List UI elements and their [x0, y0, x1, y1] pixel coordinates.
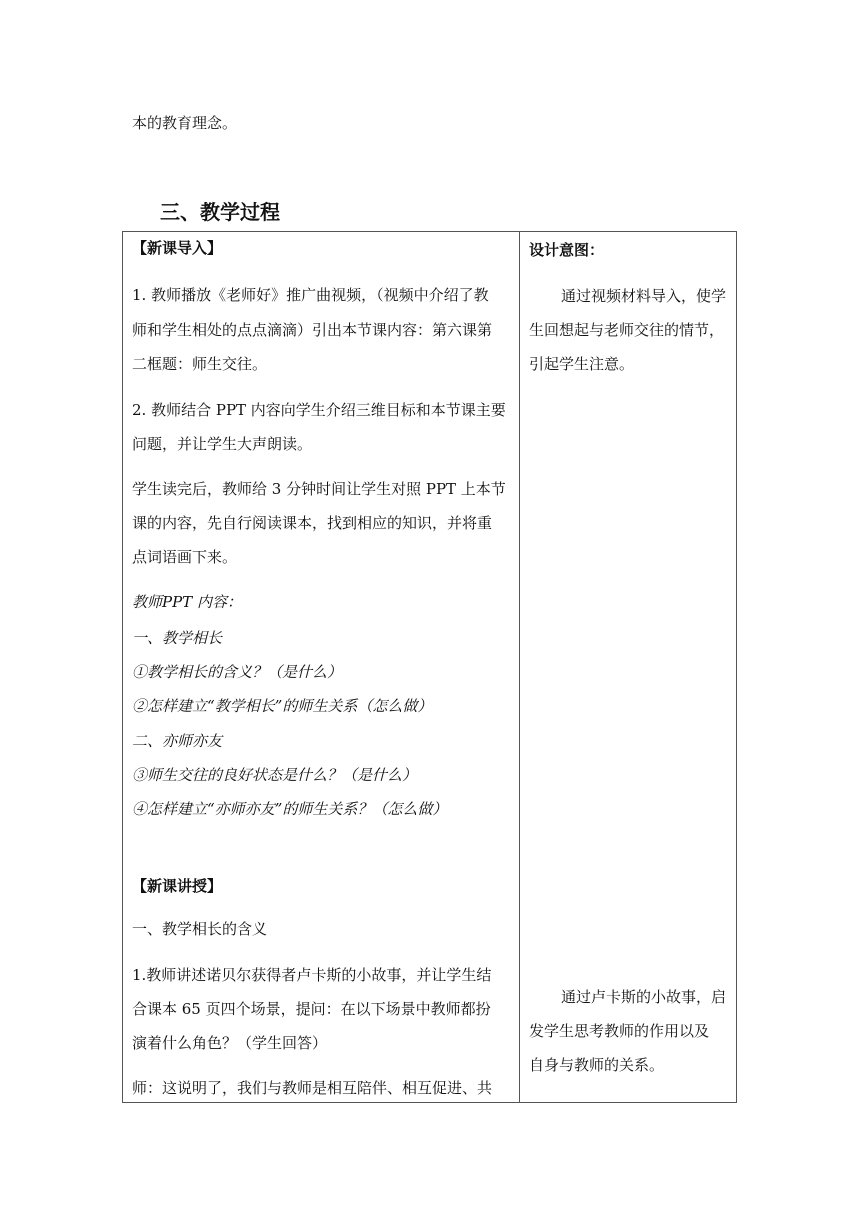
design-intent-text: 生回想起与老师交往的情节，: [529, 321, 725, 339]
text-line: 问题，并让学生大声朗读。: [132, 435, 313, 453]
text-line: 点词语画下来。: [132, 548, 238, 566]
text-line: 课的内容，先自行阅读课本，找到相应的知识，并将重: [132, 514, 493, 532]
text-line: 演着什么角色？（学生回答）: [132, 1034, 328, 1052]
design-intent-text: 引起学生注意。: [529, 355, 635, 373]
text-line: 学生读完后，教师给 3 分钟时间让学生对照 PPT 上本节: [132, 480, 506, 498]
section-heading: 三、教学过程: [160, 200, 280, 224]
subheading-new-lesson-intro: 【新课导入】: [132, 239, 223, 257]
ppt-item: ③师生交往的良好状态是什么？（是什么）: [132, 766, 418, 784]
design-intent-text: 自身与教师的关系。: [529, 1056, 665, 1074]
ppt-item: 二、亦师亦友: [132, 732, 223, 750]
column-divider: [519, 231, 520, 1103]
subheading-new-lesson-teaching: 【新课讲授】: [132, 877, 223, 895]
design-intent-label: 设计意图：: [529, 241, 605, 259]
design-intent-text: 发学生思考教师的作用以及: [529, 1022, 710, 1040]
paragraph-continuation: 本的教育理念。: [132, 114, 238, 132]
text-line: 1. 教师播放《老师好》推广曲视频，（视频中介绍了教: [132, 286, 489, 304]
ppt-item: ②怎样建立“教学相长”的师生关系（怎么做）: [132, 697, 433, 715]
text-line: 一、教学相长的含义: [132, 920, 268, 938]
ppt-content-label: 教师PPT 内容：: [132, 593, 242, 611]
text-line: 师：这说明了，我们与教师是相互陪伴、相互促进、共: [132, 1079, 493, 1097]
text-line: 二框题：师生交往。: [132, 355, 268, 373]
design-intent-text: 通过视频材料导入，使学: [561, 287, 727, 305]
text-line: 1.教师讲述诺贝尔获得者卢卡斯的小故事，并让学生结: [132, 966, 492, 984]
ppt-item: ①教学相长的含义？（是什么）: [132, 663, 343, 681]
design-intent-text: 通过卢卡斯的小故事，启: [561, 988, 727, 1006]
text-line: 2. 教师结合 PPT 内容向学生介绍三维目标和本节课主要: [132, 401, 506, 419]
text-line: 合课本 65 页四个场景，提问：在以下场景中教师都扮: [132, 1000, 491, 1018]
text-line: 师和学生相处的点点滴滴）引出本节课内容：第六课第: [132, 321, 493, 339]
ppt-item: ④怎样建立“亦师亦友”的师生关系？（怎么做）: [132, 800, 448, 818]
ppt-item: 一、教学相长: [132, 629, 223, 647]
